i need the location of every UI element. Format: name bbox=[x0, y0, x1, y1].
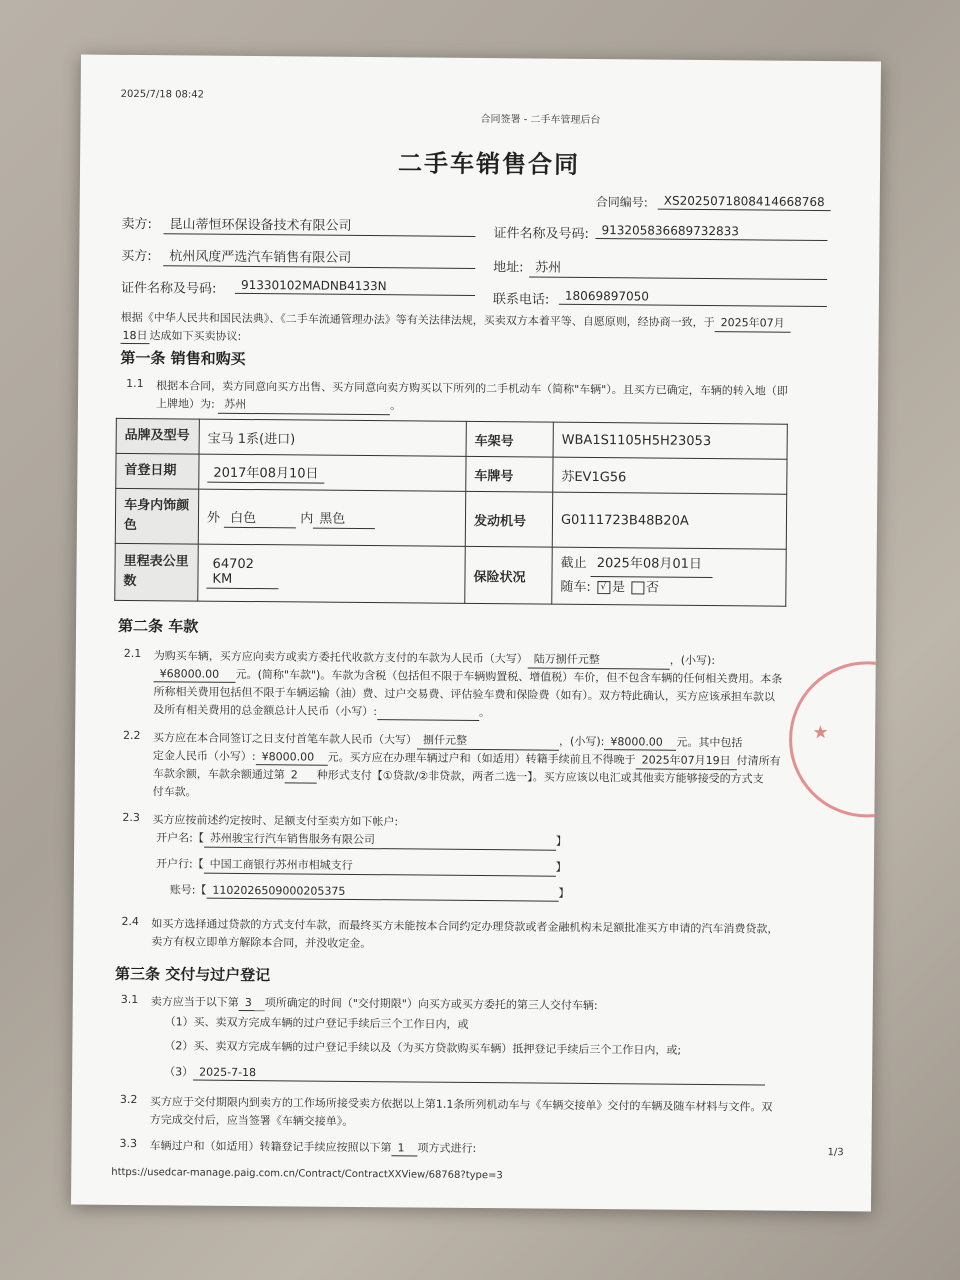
clause-text: 项方式进行: bbox=[417, 1141, 477, 1156]
bracket: 】 bbox=[555, 860, 567, 874]
company-seal bbox=[788, 661, 881, 818]
inner-color: 黑色 bbox=[313, 507, 375, 529]
buyer-name: 杭州风度严选汽车销售有限公司 bbox=[163, 245, 475, 269]
brand-value: 宝马 1系(进口) bbox=[199, 419, 466, 456]
table-row bbox=[116, 418, 787, 459]
account-no-label: 账号:【 bbox=[169, 883, 207, 897]
down-payment-caps: 捌仟元整 bbox=[417, 731, 559, 750]
seller-id: 913205836689732833 bbox=[595, 223, 827, 241]
delivery-option-1: （1）买、卖双方完成车辆的过户登记手续后三个工作日内，或 bbox=[164, 1015, 469, 1031]
bracket: 】 bbox=[555, 834, 567, 848]
clause-3-3 bbox=[149, 1137, 476, 1157]
clause-text: 卖方应当于以下第 bbox=[150, 995, 239, 1009]
footer-url[interactable]: https://usedcar-manage.paig.com.cn/Contract/ContractXXView/68768?type=3 bbox=[111, 1166, 503, 1182]
account-name-label: 开户名:【 bbox=[156, 831, 204, 845]
clause-text: 项所确定的时间（"交付期限"）向买方或买方委托的第三人交付车辆: bbox=[264, 996, 598, 1013]
clause-1-1-line-1: 根据本合同，卖方同意向买方出售、买方同意向卖方购买以下所列的二手机动车（简称"车辆"）。且买方已确定，车辆的转入地（即 bbox=[156, 379, 788, 398]
delivery-option: 3 bbox=[239, 996, 265, 1011]
transfer-option: 1 bbox=[391, 1141, 417, 1156]
clause-text: 。 bbox=[390, 399, 402, 413]
clause-text: 定金人民币（小写）: bbox=[152, 749, 256, 764]
clause-text: 上牌地）为: bbox=[155, 397, 215, 411]
sign-date-b: 18日 bbox=[121, 327, 150, 344]
plate-label: 车牌号 bbox=[466, 456, 553, 492]
outer-label: 外 bbox=[206, 510, 221, 526]
vin-label: 车架号 bbox=[466, 421, 553, 457]
clause-number: 3.1 bbox=[120, 992, 139, 1007]
contract-no: XS20250718084146687​68 bbox=[658, 194, 831, 212]
clause-number: 3.2 bbox=[119, 1092, 138, 1107]
account-no: 1102026509000205375 bbox=[206, 884, 558, 902]
clause-text: 元。(简称"车款")。车款为含税（包括但不限于车辆购置税、增值税）车价，但不包含车辆的任何相关费用。本条 bbox=[235, 667, 783, 686]
buyer-label: 买方: bbox=[121, 248, 152, 265]
clause-2-1-line-3: 所称相关费用包括但不限于车辆运输（油）费、过户交易费、评估验车费和保险费（如有）。双方特此确认，买方应该承担车款以 bbox=[153, 685, 776, 704]
clause-number: 2.2 bbox=[123, 728, 141, 743]
clause-text: 。 bbox=[478, 706, 491, 720]
table-row bbox=[116, 453, 787, 494]
account-name: 苏州骏宝行汽车销售服务有限公司 bbox=[204, 830, 556, 851]
yes-label: 是 bbox=[611, 580, 626, 596]
insurance-label: 保险状况 bbox=[465, 546, 552, 604]
seller-id-label: 证件名称及号码: bbox=[493, 226, 589, 242]
buyer-id: 91330102MADNB4133N bbox=[235, 278, 475, 296]
article-1-title: 第一条 销售和购买 bbox=[120, 348, 246, 368]
phone-value: 18069897050 bbox=[559, 289, 827, 307]
checkbox-no[interactable] bbox=[631, 581, 644, 594]
contract-no-label: 合同编号: bbox=[595, 195, 648, 210]
site-title: 合同签署 - 二手车管理后台 bbox=[480, 114, 601, 127]
checkbox-yes[interactable]: √ bbox=[597, 581, 610, 594]
delivery-option-3 bbox=[164, 1063, 765, 1085]
seller-name: 昆山蒂恒环保设备技术有限公司 bbox=[163, 213, 475, 237]
account-no-row bbox=[170, 881, 570, 901]
clause-text: 元。买方应在办理车辆过户和（如适用）转籍手续前且不得晚于 bbox=[327, 750, 636, 767]
phone-label: 联系电话: bbox=[492, 292, 550, 308]
down-payment-amount: ¥8000.00 bbox=[604, 735, 676, 751]
engine-label: 发动机号 bbox=[465, 491, 552, 547]
intro-line-2 bbox=[121, 327, 242, 345]
clause-number: 1.1 bbox=[126, 376, 144, 391]
clause-3-2-line-1: 买方应于交付期限内到卖方的工作场所接受卖方依据以上第1.1条所列机动车与《车辆交接单》交付的车辆及随车材料与文件。双 bbox=[149, 1095, 773, 1114]
clause-2-4-line-2: 卖方有权立即单方解除本合同，并没收定金。 bbox=[151, 935, 372, 951]
bank-name: 中国工商银行苏州市相城支行 bbox=[204, 856, 556, 877]
reg-date: 2017年08月10日 bbox=[207, 461, 324, 483]
mileage-value bbox=[198, 544, 465, 603]
color-label: 车身内饰颜色 bbox=[115, 488, 198, 544]
addr-value: 苏州 bbox=[529, 256, 827, 280]
ins-until: 2025年08月01日 bbox=[591, 553, 713, 578]
clause-3-1 bbox=[151, 993, 598, 1014]
ins-until-label: 截止 bbox=[560, 555, 587, 571]
contract-page bbox=[71, 55, 881, 1212]
buyer-id-label: 证件名称及号码: bbox=[120, 280, 217, 297]
intro-text-2: 达成如下买卖协议: bbox=[149, 329, 242, 343]
delivery-option-2: （2）买、卖双方完成车辆的过户登记手续以及（为买方贷款购买车辆）抵押登记手续后三个工作日内，或; bbox=[164, 1039, 682, 1057]
price-caps: 陆万捌仟元整 bbox=[528, 650, 670, 669]
clause-1-1-line-2 bbox=[156, 395, 401, 415]
print-datetime: 2025/7/18 08:42 bbox=[120, 88, 205, 101]
plate-value: 苏EV1G56 bbox=[553, 457, 787, 494]
clause-text: 为购买车辆，买方应向卖方或卖方委托代收款方支付的车款为人民币（大写） bbox=[153, 649, 528, 666]
clause-text: ，(小写): bbox=[559, 734, 605, 749]
price-amount: ¥68000.00 bbox=[154, 667, 236, 683]
clause-text: 付清所有 bbox=[736, 754, 781, 768]
addr-label: 地址: bbox=[493, 260, 524, 276]
clause-text: ，(小写): bbox=[669, 653, 716, 668]
account-name-row bbox=[156, 829, 567, 851]
doc-title: 二手车销售合同 bbox=[397, 149, 581, 179]
no-label: 否 bbox=[646, 580, 660, 596]
clause-2-1-line-4 bbox=[153, 701, 490, 721]
seller-label: 卖方: bbox=[121, 216, 153, 233]
table-row bbox=[115, 488, 786, 549]
with-car-label: 随车: bbox=[560, 579, 591, 595]
bank-row bbox=[156, 855, 567, 877]
clause-3-2-line-2: 方完成交付后，应当签署《车辆交接单》。 bbox=[149, 1113, 354, 1128]
clause-2-3: 买方应按前述约定按时、足额支付至卖方如下帐户: bbox=[152, 813, 399, 829]
intro-text: 根据《中华人民共和国民法典》、《二手车流通管理办法》等有关法律法规，买卖双方本着平等、自愿原则，经协商一致，于 bbox=[120, 310, 715, 330]
reg-date-value bbox=[199, 454, 466, 491]
article-2-title: 第二条 车款 bbox=[117, 616, 199, 636]
bank-label: 开户行:【 bbox=[155, 857, 204, 871]
engine-value: G0111723B48B20A bbox=[552, 492, 786, 549]
clause-text: 及所有相关费用的总金额总计人民币（小写）: bbox=[153, 703, 378, 719]
inner-label: 内 bbox=[300, 510, 314, 527]
clause-text: （3） bbox=[164, 1065, 194, 1079]
balance-due-date: 2025年07月19日 bbox=[636, 751, 737, 770]
clause-number: 2.4 bbox=[121, 914, 140, 929]
delivery-date: 2025-7-18 bbox=[193, 1066, 765, 1086]
insurance-value bbox=[552, 547, 786, 606]
deposit-amount: ¥8000.00 bbox=[256, 750, 328, 766]
clause-number: 3.3 bbox=[119, 1136, 138, 1151]
clause-2-2-line-4: 付车款。 bbox=[152, 785, 197, 799]
page-number: 1/3 bbox=[827, 1147, 844, 1159]
reg-date-label: 首登日期 bbox=[116, 453, 199, 489]
clause-number: 2.1 bbox=[123, 646, 142, 661]
seal-star-icon: ★ bbox=[807, 721, 833, 744]
outer-color: 白色 bbox=[224, 506, 296, 528]
color-value bbox=[198, 489, 465, 546]
table-row bbox=[115, 543, 786, 606]
payment-option: 2 bbox=[285, 768, 317, 783]
mileage: 64702 KM bbox=[206, 557, 278, 590]
clause-text: 买方应在本合同签订之日支付首笔车款人民币（大写） bbox=[153, 731, 418, 747]
sign-date-a: 2025年07月 bbox=[715, 314, 791, 333]
vin-value: WBA1S1105H5H23053 bbox=[553, 422, 787, 459]
clause-2-4-line-1: 如买方选择通过贷款的方式支付车款，而最终买方未能按本合同约定办理贷款或者金融机构未足额批准买方申请的汽车消费贷款， bbox=[151, 917, 779, 936]
clause-text: 元。其中包括 bbox=[676, 735, 743, 750]
clause-text: 种形式支付【①贷款/②非贷款，两者二选一】。买方应该以电汇或其他卖方能够接受的方式支 bbox=[316, 768, 764, 786]
brand-label: 品牌及型号 bbox=[116, 418, 199, 454]
bracket: 】 bbox=[558, 886, 570, 900]
clause-number: 2.3 bbox=[122, 810, 140, 825]
vehicle-table bbox=[114, 418, 788, 607]
clause-text: 车款余额，车款余额通过第 bbox=[152, 767, 285, 782]
article-3-title: 第三条 交付与过户登记 bbox=[114, 964, 271, 985]
clause-text: 车辆过户和（如适用）转籍登记手续应按照以下第 bbox=[149, 1139, 392, 1155]
mileage-label: 里程表公里数 bbox=[115, 543, 198, 601]
register-place: 苏州 bbox=[218, 396, 390, 416]
